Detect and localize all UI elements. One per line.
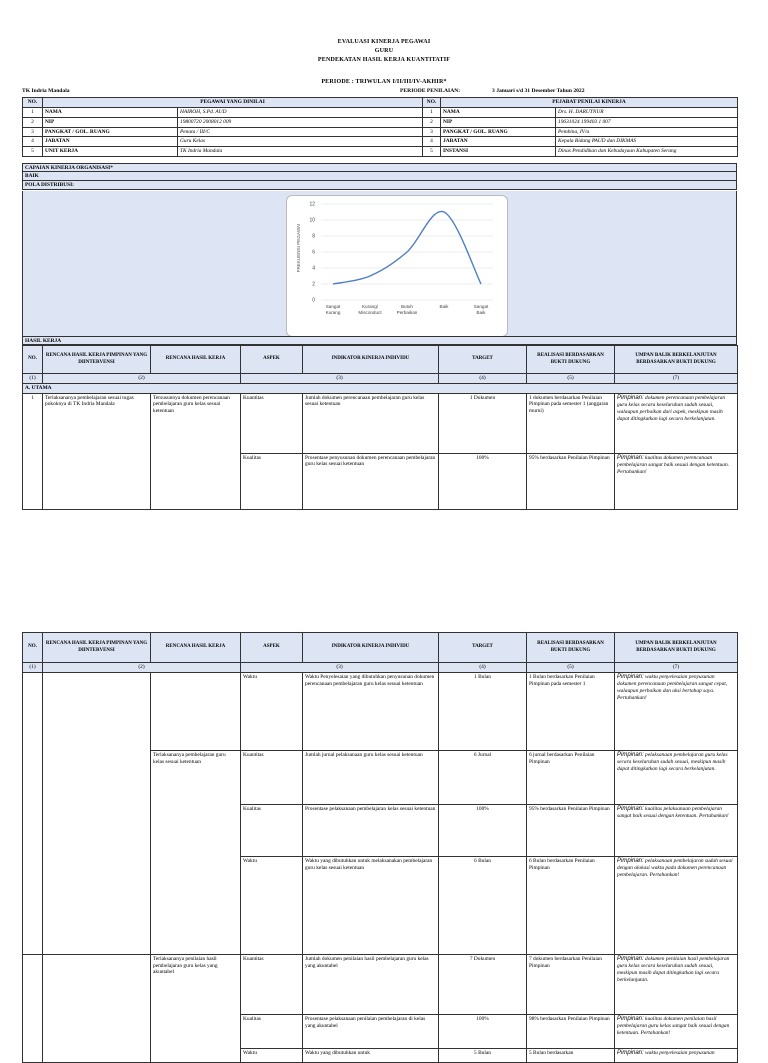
umpan-lead: Pimpinan: — [617, 1015, 644, 1022]
period-eval-value: 3 Januari s/d 31 Desember Tahun 2022 — [492, 88, 585, 94]
row-indikator: Jumlah jurnal pelaksanaan guru kelas sesuai ketentuan — [303, 750, 439, 804]
row-indikator: Prosentase pelaksanaan penilaian pembelajaran di kelas yang akuntabel — [303, 1014, 439, 1048]
pegawai-label: JABATAN — [43, 137, 178, 147]
row-umpan — [615, 453, 738, 509]
umpan-lead: Pimpinan: — [617, 955, 644, 962]
y-tick-label: 10 — [309, 217, 315, 224]
row-indikator: Prosentase pelaksanaan pembelajaran kelas sesuai ketentuan — [303, 804, 439, 856]
row-no — [23, 672, 43, 954]
row-realisasi: 1 Bulan berdasarkan Penilaian Pimpinan pada semester 1 — [527, 672, 615, 750]
row-realisasi: 6 jurnal berdasarkan Penilaian Pimpinan — [527, 750, 615, 804]
pejabat-value: Dinas Pendidikan dan Kebudayaan Kabupaten Serang — [556, 147, 738, 157]
col-num: (2) — [43, 663, 241, 673]
row-aspek: Kuantitas — [241, 750, 303, 804]
pegawai-value: HAIROH, S.Pd. AUD — [178, 108, 423, 118]
umpan-lead: Pimpinan: — [617, 394, 644, 401]
umpan-lead: Pimpinan: — [617, 857, 644, 864]
pejabat-value: Drs. H. DARUTNUR — [556, 108, 738, 118]
hasil-table-1 — [22, 345, 738, 510]
col-no: NO. — [23, 633, 43, 663]
row-target: 6 Jurnal — [439, 750, 527, 804]
row-realisasi: 98% berdasarkan Penilaian Pimpinan — [527, 1014, 615, 1048]
distribution-line — [333, 211, 481, 284]
utama-label: A. UTAMA — [23, 383, 738, 393]
x-tick-label: Baik — [439, 304, 449, 309]
y-tick-label: 12 — [309, 201, 315, 208]
pegawai-no: 4 — [23, 137, 43, 147]
row-aspek: Kualitas — [241, 453, 303, 509]
pejabat-label: INSTANSI — [441, 147, 556, 157]
col-num: (4) — [439, 663, 527, 673]
distribution-chart — [286, 195, 508, 337]
doc-period: PERIODE : TRIWULAN I/II/III/IV-AKHIR* — [321, 79, 447, 85]
y-tick-label: 4 — [312, 265, 315, 272]
no-header: NO. — [23, 98, 43, 108]
row-rencana — [151, 672, 241, 750]
row-indikator: Prosentase penyusunan dokumen perencanaan pembelajaran guru kelas sesuai ketentuan — [303, 453, 439, 509]
pejabat-label: JABATAN — [441, 137, 556, 147]
umpan-text: dokumen perencanaan pembelajaran guru kelas secara keseluruhan sudah sesuai, walaupun perbaikan dari aspek, meskipun masih dapat ditingkatkan lagi secara berkelanjutan. — [617, 394, 726, 422]
col-rencana-pimpinan: RENCANA HASIL KERJA PIMPINAN YANG DIINTERVENSI — [43, 633, 151, 663]
row-pimpinan — [43, 672, 151, 954]
table-row — [23, 393, 738, 453]
no-header-2: NO. — [423, 98, 441, 108]
pejabat-label: PANGKAT / GOL. RUANG — [441, 127, 556, 137]
row-aspek: Kuantitas — [241, 393, 303, 453]
row-target: 5 Bulan — [439, 1048, 527, 1062]
distribution-panel — [22, 191, 737, 336]
table-row — [23, 954, 738, 1014]
x-tick-label: Misconduct — [358, 310, 382, 315]
pejabat-no: 3 — [423, 127, 441, 137]
col-rencana-pimpinan: RENCANA HASIL KERJA PIMPINAN YANG DIINTERVENSI — [43, 346, 151, 374]
umpan-lead: Pimpinan: — [617, 1049, 644, 1056]
pegawai-value: Guru Kelas — [178, 137, 423, 147]
pejabat-label: NIP — [441, 117, 556, 127]
y-tick-label: 0 — [312, 297, 315, 304]
col-num: (7) — [615, 663, 738, 673]
capaian-value: BAIK — [22, 172, 737, 181]
doc-approach: PENDEKATAN HASIL KERJA KUANTITATIF — [317, 57, 451, 63]
pejabat-no: 4 — [423, 137, 441, 147]
row-realisasi: 95% berdasarkan Penilaian Pimpinan — [527, 453, 615, 509]
row-aspek: Waktu — [241, 1048, 303, 1062]
pegawai-value: TK Indria Mandala — [178, 147, 423, 157]
row-umpan — [615, 954, 738, 1014]
row-umpan — [615, 856, 738, 954]
row-aspek: Waktu — [241, 856, 303, 954]
pegawai-no: 1 — [23, 108, 43, 118]
umpan-lead: Pimpinan: — [617, 805, 644, 812]
row-target: 100% — [439, 1014, 527, 1048]
row-realisasi: 95% berdasarkan Penilaian Pimpinan — [527, 804, 615, 856]
col-indikator: INDIKATOR KINERJA INDIVIDU — [303, 346, 439, 374]
x-tick-label: Kurang — [325, 310, 341, 315]
col-rencana: RENCANA HASIL KERJA — [151, 346, 241, 374]
row-realisasi: 5 Bulan berdasarkan — [527, 1048, 615, 1062]
col-umpan: UMPAN BALIK BERKELANJUTAN BERDASARKAN BUKTI DUKUNG — [615, 346, 738, 374]
pegawai-no: 5 — [23, 147, 43, 157]
y-tick-label: 6 — [312, 249, 315, 256]
umpan-text: dokumen penilaian hasil pembelajaran guru kelas secara keseluruhan sudah sesuai, meskipun masih dapat ditingkatkan lagi secara berkelanjutan. — [617, 955, 730, 983]
row-rencana: Terlaksananya penilaian hasil pembelajaran guru kelas yang akuntabel — [151, 954, 241, 1062]
row-no — [23, 954, 43, 1062]
col-num: (4) — [439, 374, 527, 384]
pejabat-value: Kepala Bidang PAUD dan DIKMAS — [556, 137, 738, 147]
col-aspek: ASPEK — [241, 346, 303, 374]
pejabat-value: Pembina, IV/a — [556, 127, 738, 137]
row-realisasi: 1 dokumen berdasarkan Penilaian Pimpinan pada semester 1 (anggaran murni) — [527, 393, 615, 453]
pejabat-header: PEJABAT PENILAI KINERJA — [441, 98, 738, 108]
y-tick-label: 8 — [312, 233, 315, 240]
umpan-text: waktu penyelesaian penyusunan dokumen perencanaan pembelajaran sangat cepat, walaupun perbaikan dan aksi bertahap saya. Pertahankan! — [617, 673, 728, 701]
row-umpan — [615, 1048, 738, 1062]
row-target: 100% — [439, 453, 527, 509]
row-aspek: Kuantitas — [241, 954, 303, 1014]
y-axis-ticks — [309, 202, 315, 304]
col-num: (2) — [43, 374, 241, 384]
pegawai-header: PEGAWAI YANG DINILAI — [43, 98, 423, 108]
x-tick-label: Sangat — [473, 304, 489, 309]
pegawai-no: 2 — [23, 117, 43, 127]
col-target: TARGET — [439, 346, 527, 374]
pejabat-no: 5 — [423, 147, 441, 157]
col-umpan: UMPAN BALIK BERKELANJUTAN BERDASARKAN BUKTI DUKUNG — [615, 633, 738, 663]
row-umpan — [615, 750, 738, 804]
umpan-lead: Pimpinan: — [617, 673, 644, 680]
row-umpan — [615, 393, 738, 453]
row-realisasi: 6 Bulan berdasarkan Penilaian Pimpinan — [527, 856, 615, 954]
x-tick-label: Kurang/ — [361, 304, 379, 309]
umpan-text: kualitas dokumen perencanaan pembelajaran sangat baik sesuai dengan ketentuan. Pertahankan! — [617, 454, 729, 475]
y-axis-label: FREKUENSI PEGAWAI — [296, 223, 301, 273]
pejabat-label: NAMA — [441, 108, 556, 118]
umpan-lead: Pimpinan: — [617, 454, 644, 461]
pola-label: POLA DISTRIBUSI: — [22, 181, 737, 190]
col-target: TARGET — [439, 633, 527, 663]
pejabat-value: 19631024 199403 1 007 — [556, 117, 738, 127]
col-num: (7) — [615, 374, 738, 384]
row-aspek: Kualitas — [241, 1014, 303, 1048]
row-target: 1 Dokumen — [439, 393, 527, 453]
pejabat-no: 2 — [423, 117, 441, 127]
row-aspek: Waktu — [241, 672, 303, 750]
table-row — [23, 672, 738, 750]
col-aspek: ASPEK — [241, 633, 303, 663]
row-umpan — [615, 1014, 738, 1048]
row-rencana: Terlaksananya pembelajaran guru kelas sesuai ketentuan — [151, 750, 241, 954]
row-indikator: Waktu Penyelesaian yang dibutuhkan penyusunan dokumen perencanaan pembelajaran guru kelas sesuai ketentuan — [303, 672, 439, 750]
row-pimpinan — [43, 954, 151, 1062]
col-num: (3) — [241, 663, 439, 673]
row-umpan — [615, 804, 738, 856]
pegawai-value: 19800720 2008012 009 — [178, 117, 423, 127]
row-pimpinan: Terlaksananya pembelajaran sesuai tugas pokoknya di TK Indria Mandala — [43, 393, 151, 509]
unit-label: TK Indria Mandala — [22, 88, 70, 94]
row-indikator: Jumlah dokumen penilaian hasil pembelajaran guru kelas yang akuntabel — [303, 954, 439, 1014]
row-target: 1 Bulan — [439, 672, 527, 750]
col-num: (1) — [23, 374, 43, 384]
pegawai-label: UNIT KERJA — [43, 147, 178, 157]
pegawai-label: NIP — [43, 117, 178, 127]
umpan-text: pelaksanaan pembelajaran guru kelas secara keseluruhan sudah sesuai, meskipun masih dapat ditingkatkan lagi secara berkelanjutan. — [617, 751, 728, 772]
identity-table — [22, 97, 738, 157]
col-indikator: INDIKATOR KINERJA INDIVIDU — [303, 633, 439, 663]
row-indikator: Waktu yang dibutuhkan untuk melaksanakan pembelajaran guru kelas sesuai ketentuan — [303, 856, 439, 954]
row-rencana: Tersusunnya dokumen perencanaan pembelajaran guru kelas sesuai ketentuan — [151, 393, 241, 509]
umpan-text: waktu penyelesaian penyusunan — [645, 1049, 715, 1056]
capaian-label: CAPAIAN KINERJA ORGANISASI* — [22, 163, 737, 172]
hasil-table-2 — [22, 632, 738, 1063]
row-target: 6 Bulan — [439, 856, 527, 954]
hasil-label: HASIL KERJA — [22, 336, 737, 345]
col-realisasi: REALISASI BERDASARKAN BUKTI DUKUNG — [527, 346, 615, 374]
pegawai-value: Penata / III/C — [178, 127, 423, 137]
col-no: NO. — [23, 346, 43, 374]
x-tick-label: Butuh — [400, 304, 414, 309]
x-tick-label: Baik — [476, 310, 486, 315]
col-realisasi: REALISASI BERDASARKAN BUKTI DUKUNG — [527, 633, 615, 663]
row-realisasi: 7 dokumen berdasarkan Penilaian Pimpinan — [527, 954, 615, 1014]
pegawai-no: 3 — [23, 127, 43, 137]
col-num: (5) — [527, 374, 615, 384]
umpan-lead: Pimpinan: — [617, 751, 644, 758]
umpan-text: kualitas dokumen penilaian hasil pembelajaran guru kelas sangat baik sesuai dengan ketentuan. Pertahankan! — [617, 1015, 730, 1036]
pejabat-no: 1 — [423, 108, 441, 118]
y-tick-label: 2 — [312, 281, 315, 288]
row-target: 100% — [439, 804, 527, 856]
period-eval-label: PERIODE PENILAIAN: — [400, 88, 461, 94]
x-tick-label: Perbaikan — [396, 310, 418, 315]
umpan-text: pelaksanaan pembelajaran sudah sesuai dengan alokasi waktu pada dokumen perencanaan pembelajaran. Pertahankan! — [617, 857, 733, 878]
row-indikator: Waktu yang dibutuhkan untuk — [303, 1048, 439, 1062]
x-axis-ticks — [326, 304, 489, 315]
row-aspek: Kualitas — [241, 804, 303, 856]
pegawai-label: PANGKAT / GOL. RUANG — [43, 127, 178, 137]
row-indikator: Jumlah dokumen perencanaan pembelajaran guru kelas sesuai ketentuan — [303, 393, 439, 453]
row-no: 1 — [23, 393, 43, 509]
umpan-text: kualitas pelaksanaan pembelajaran sangat baik sesuai dengan ketentuan. Pertahankan! — [617, 805, 729, 820]
col-num: (5) — [527, 663, 615, 673]
x-tick-label: Sangat — [325, 304, 341, 309]
col-rencana: RENCANA HASIL KERJA — [151, 633, 241, 663]
doc-title: EVALUASI KINERJA PEGAWAI — [337, 39, 431, 45]
col-num: (3) — [241, 374, 439, 384]
col-num: (1) — [23, 663, 43, 673]
pegawai-label: NAMA — [43, 108, 178, 118]
doc-subtitle: GURU — [374, 48, 394, 54]
row-target: 7 Dokumen — [439, 954, 527, 1014]
row-umpan — [615, 672, 738, 750]
